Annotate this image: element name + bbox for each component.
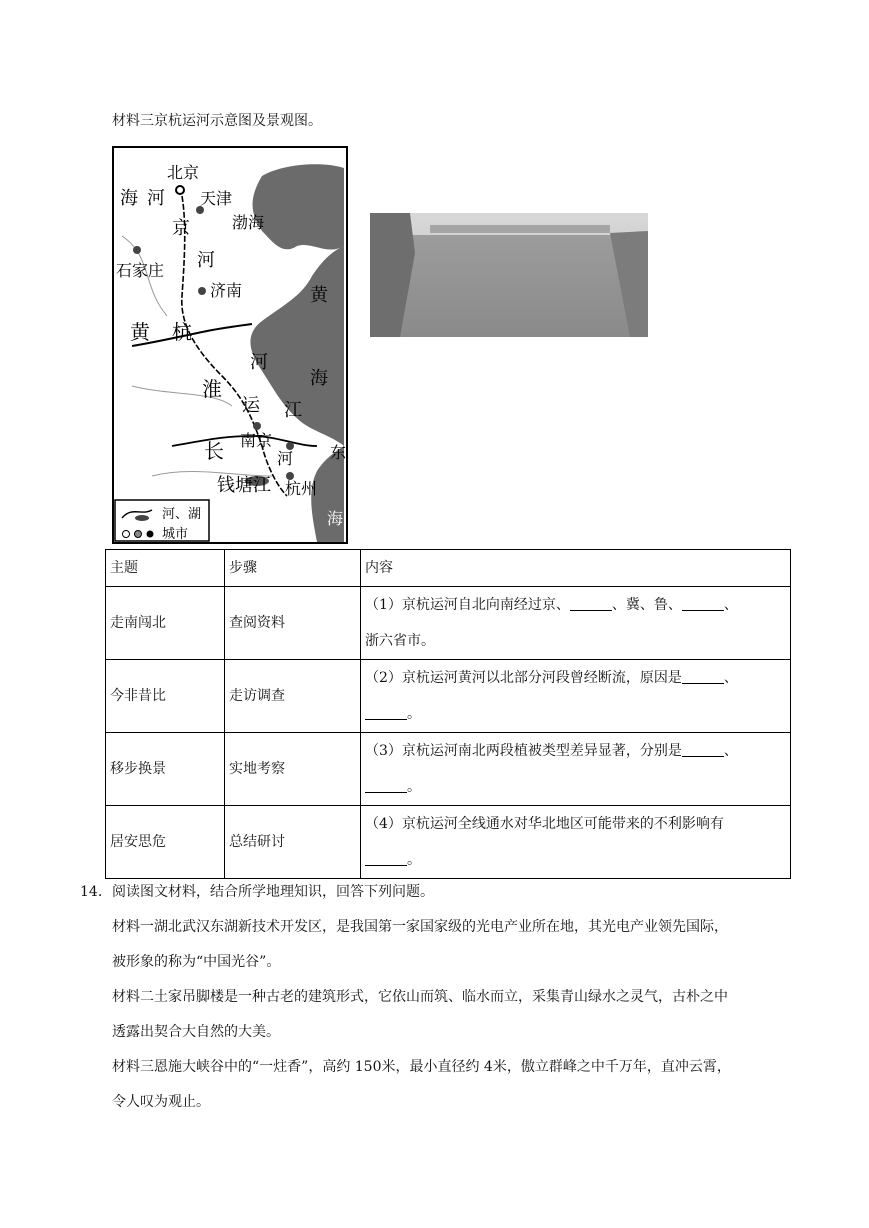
legend-lake-icon: [135, 515, 149, 521]
map-label-hangzhou: 杭州: [285, 479, 318, 498]
table-row: [106, 733, 791, 806]
answer-blank[interactable]: [365, 778, 407, 793]
answer-blank[interactable]: [570, 596, 612, 611]
map-label-bohai: 渤海: [232, 213, 265, 232]
city-shijiazhuang-marker: [133, 246, 141, 254]
material2-line1: 材料二土家吊脚楼是一种古老的建筑形式，它依山而筑、临水而立，采集青山绿水之灵气，古朴之中: [112, 989, 728, 1005]
map-label-yun: 运: [242, 395, 260, 416]
map-label-huai: 淮: [202, 377, 222, 401]
row-step: 实地考察: [225, 733, 361, 806]
row-content: [361, 806, 791, 879]
grand-canal-map: [112, 146, 348, 544]
content-text: 、冀、鲁、: [611, 597, 682, 613]
map-label-yellow-sea-2: 海: [310, 368, 328, 389]
material3-line1: 材料三恩施大峡谷中的“一炷香”，高约 150米，最小直径约 4米，傲立群峰之中千万年，直冲云霄，: [112, 1059, 731, 1075]
material1-line1: 材料一湖北武汉东湖新技术开发区，是我国第一家国家级的光电产业所在地，其光电产业领先国际，: [112, 919, 728, 935]
study-table: [105, 549, 791, 879]
content-text: 、: [723, 597, 738, 613]
map-label-jinan: 济南: [210, 281, 243, 300]
map-label-dong: 东: [330, 443, 347, 462]
map-label-hai-bottom: 海: [327, 509, 344, 528]
map-label-he-1: 河: [197, 250, 215, 271]
row-topic: 走南闯北: [106, 587, 225, 660]
content-text: （2）京杭运河黄河以北部分河段曾经断流，原因是: [365, 670, 682, 686]
header-topic: 主题: [106, 550, 225, 587]
content-text: （3）京杭运河南北两段植被类型差异显著，分别是: [365, 743, 682, 759]
city-nanjing-marker: [253, 422, 261, 430]
map-label-qiantang: 钱塘江: [217, 475, 271, 496]
canal-landscape-photo: [370, 213, 648, 337]
map-label-jiang: 江: [284, 400, 302, 421]
row-topic: 居安思危: [106, 806, 225, 879]
row-step: 走访调查: [225, 660, 361, 733]
answer-blank[interactable]: [682, 596, 724, 611]
row-topic: 今非昔比: [106, 660, 225, 733]
map-label-haihe-1: 海: [120, 188, 138, 209]
map-label-yellow-river: 黄: [130, 320, 150, 344]
content-text: 。: [407, 779, 421, 795]
city-jinan-marker: [198, 287, 206, 295]
map-label-jing: 京: [172, 218, 190, 239]
map-label-beijing: 北京: [167, 163, 200, 182]
answer-blank[interactable]: [365, 851, 407, 866]
content-text: 、: [723, 670, 738, 686]
header-content: 内容: [361, 550, 791, 587]
content-text: 。: [407, 852, 421, 868]
content-text: （1）京杭运河自北向南经过京、: [365, 597, 570, 613]
row-topic: 移步换景: [106, 733, 225, 806]
legend-cities-label: 城市: [162, 527, 189, 542]
map-label-chang: 长: [204, 439, 224, 463]
answer-blank[interactable]: [365, 705, 407, 720]
map-label-he-2: 河: [250, 352, 268, 373]
answer-blank[interactable]: [682, 742, 724, 757]
table-row: [106, 806, 791, 879]
legend-rivers-lakes-label: 河、湖: [162, 507, 202, 522]
legend-city-icon-3: [147, 531, 154, 538]
distant-dam: [430, 225, 610, 233]
table-row: [106, 587, 791, 660]
material3-line2: 令人叹为观止。: [112, 1094, 210, 1110]
row-step: 查阅资料: [225, 587, 361, 660]
row-step: 总结研讨: [225, 806, 361, 879]
content-text: （4）京杭运河全线通水对华北地区可能带来的不利影响有: [365, 816, 724, 832]
content-text: 浙六省市。: [365, 633, 435, 649]
city-beijing-marker: [176, 186, 184, 194]
row-content: [361, 733, 791, 806]
material1-line2: 被形象的称为“中国光谷”。: [112, 954, 281, 970]
material2-line2: 透露出契合大自然的大美。: [112, 1024, 280, 1040]
map-label-nanjing: 南京: [240, 431, 273, 450]
legend-city-icon-1: [123, 531, 130, 538]
map-label-tianjin: 天津: [200, 189, 233, 208]
content-text: 、: [723, 743, 738, 759]
content-text: 。: [407, 706, 421, 722]
table-row: [106, 660, 791, 733]
map-label-shijiazhuang: 石家庄: [116, 261, 165, 280]
table-header-row: [106, 550, 791, 587]
header-step: 步骤: [225, 550, 361, 587]
map-label-haihe-2: 河: [147, 188, 165, 209]
question-intro: 阅读图文材料，结合所学地理知识，回答下列问题。: [112, 884, 434, 900]
material3-caption: 材料三京杭运河示意图及景观图。: [112, 113, 322, 129]
answer-blank[interactable]: [682, 669, 724, 684]
map-label-hang: 杭: [172, 320, 192, 344]
legend-city-icon-2: [135, 531, 142, 538]
map-label-he-3: 河: [277, 449, 294, 468]
map-label-yellow-sea-1: 黄: [310, 285, 328, 306]
row-content: [361, 587, 791, 660]
question-number: 14.: [80, 884, 103, 900]
row-content: [361, 660, 791, 733]
